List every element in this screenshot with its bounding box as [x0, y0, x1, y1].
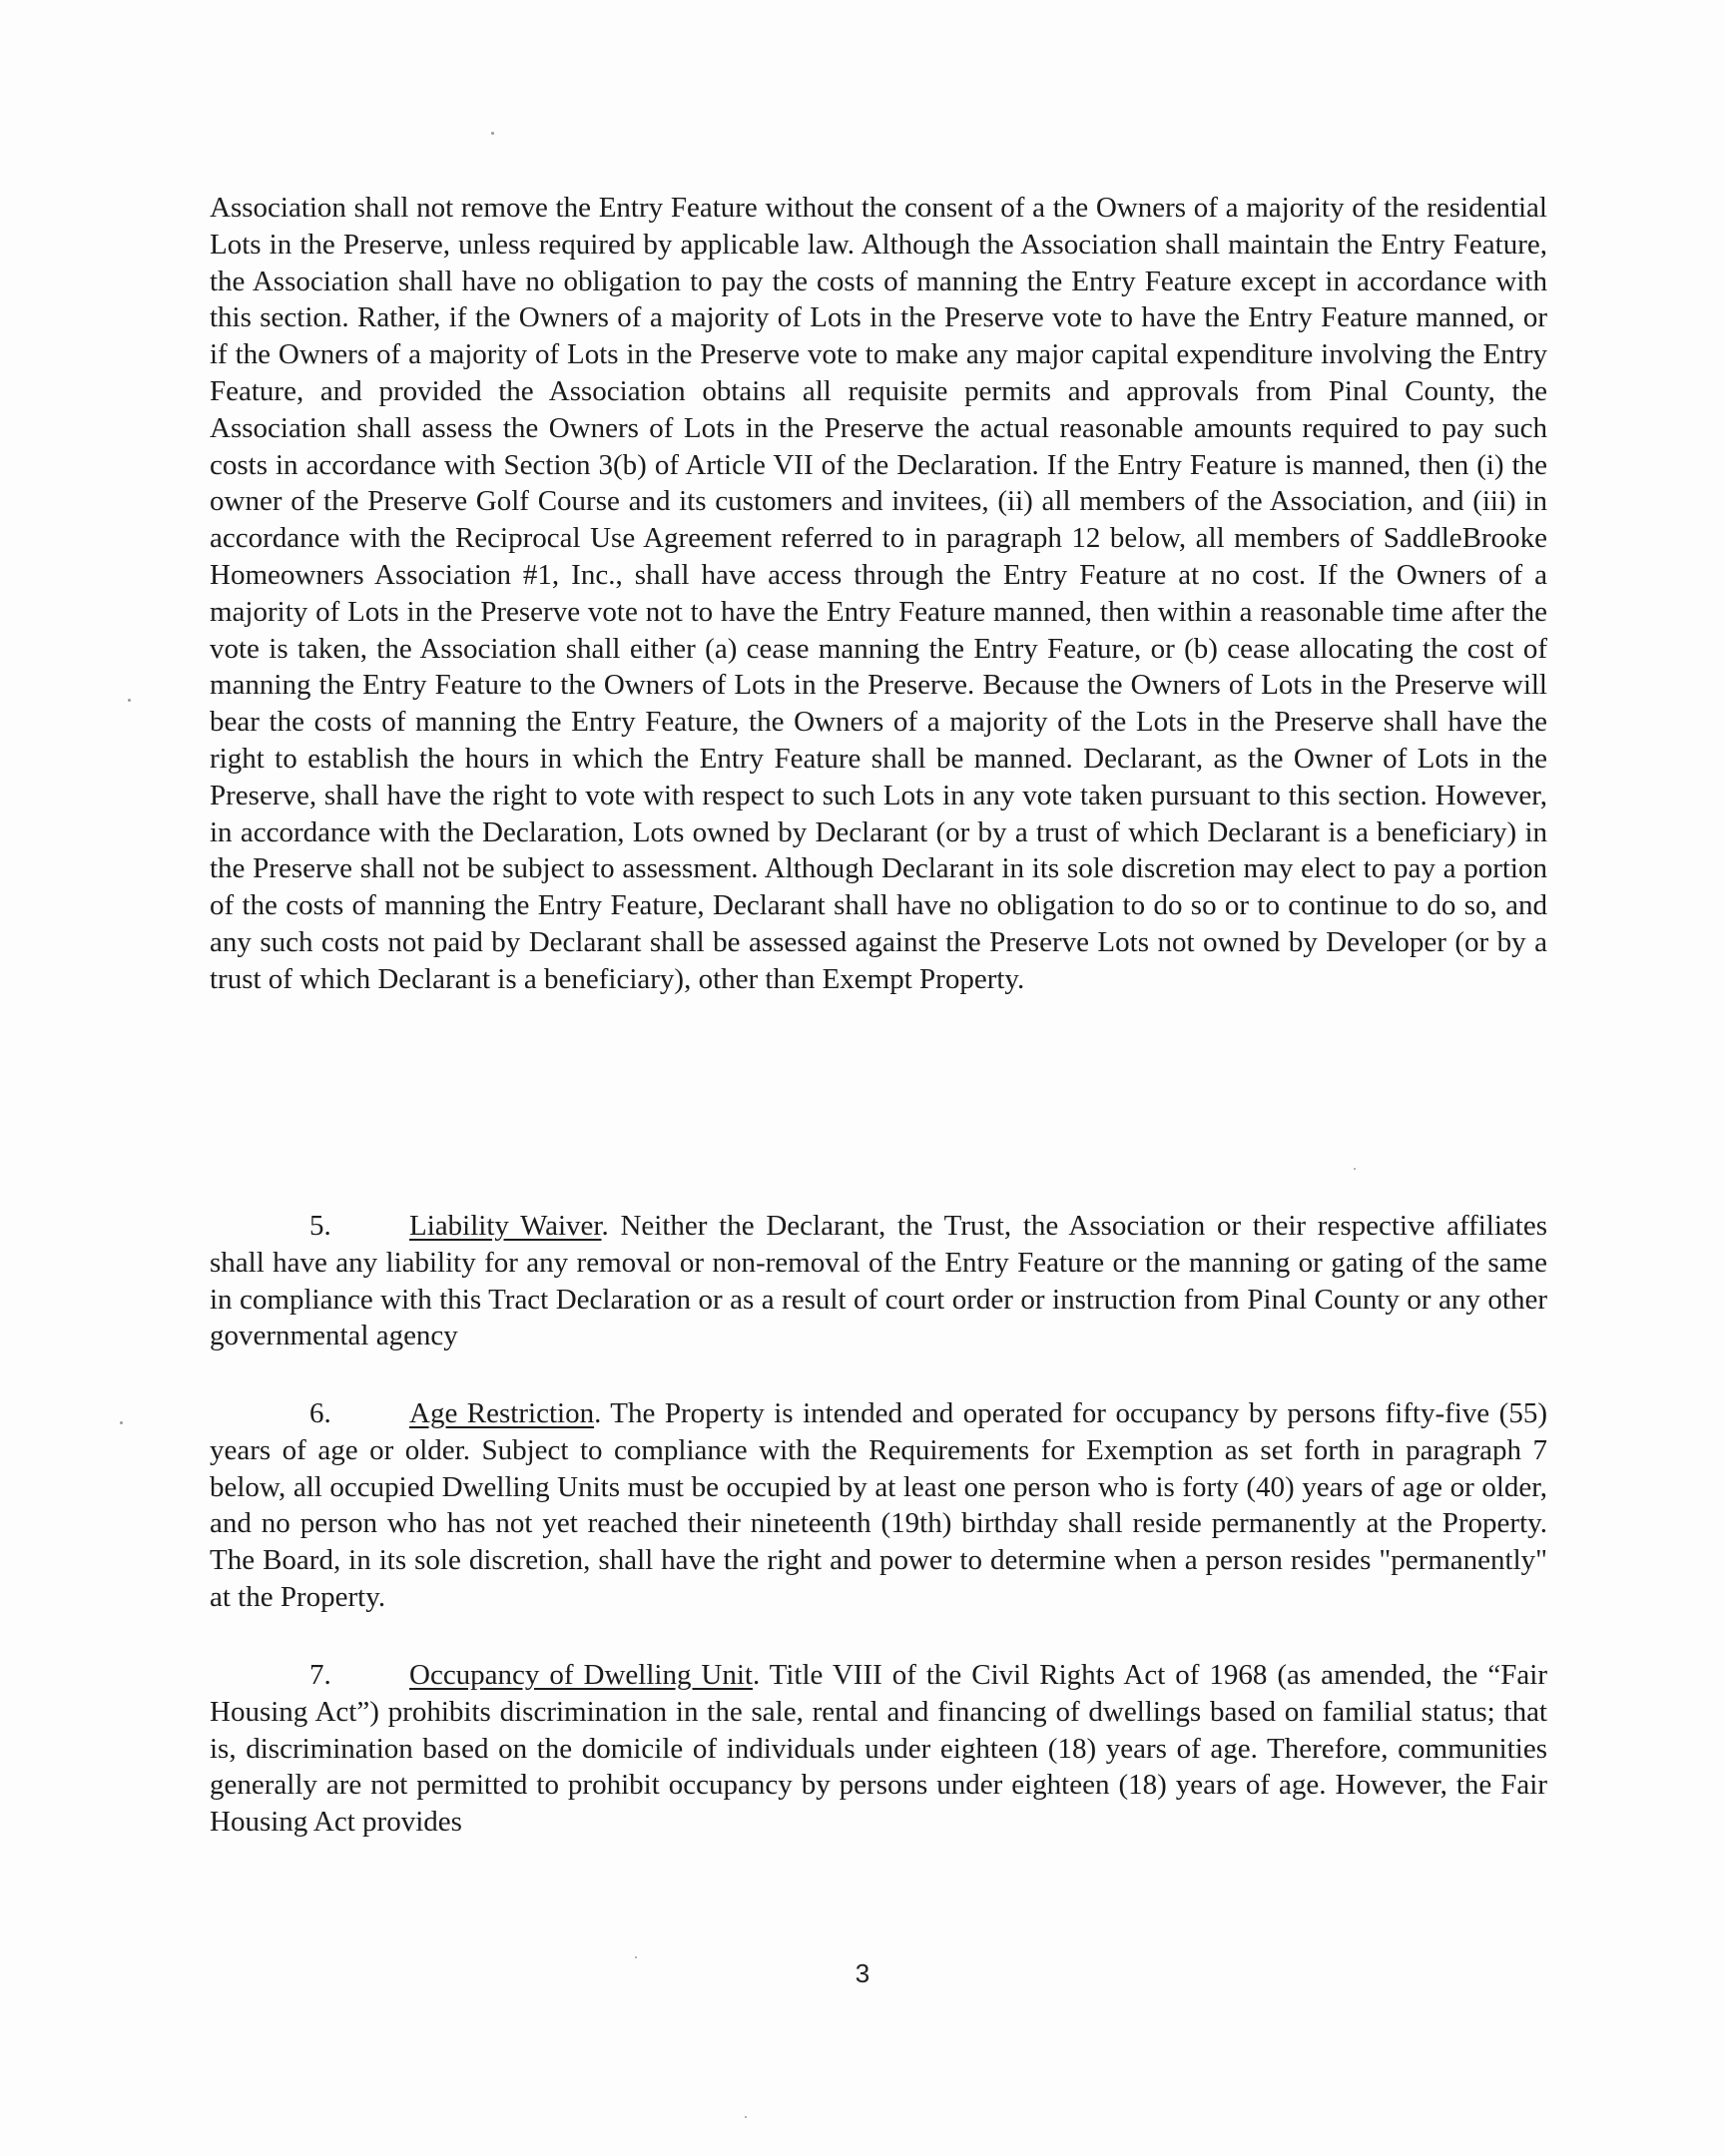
section-7-heading: Occupancy of Dwelling Unit [409, 1659, 753, 1691]
section-7-heading-punct: . [752, 1659, 761, 1691]
section-6-number: 6. [309, 1397, 331, 1429]
section-5-paragraph [210, 1208, 1547, 1354]
section-6-heading-punct: . [594, 1397, 602, 1429]
section-6-heading: Age Restriction [409, 1397, 595, 1429]
scan-speck [128, 699, 131, 702]
section-5-heading-punct: . [601, 1210, 609, 1242]
section-7-paragraph [210, 1657, 1547, 1841]
section-6-body: The Property is intended and operated for occupancy by persons fifty-five (55) years of age or older. Subject to compliance with the Requirements for Exemption as set forth in paragraph 7 below, all occupied Dwelling Units must be occupied by at least one person who is forty (40) years of age or older, and no person who has not yet reached their nineteenth (19th) birthday shall reside permanently at the Property. The Board, in its sole discretion, shall have the right and power to determine when a person resides "permanently" at the Property. [210, 1397, 1547, 1613]
continued-paragraph: Association shall not remove the Entry Feature without the consent of a the Owners of a majority of the residential Lots in the Preserve, unless required by applicable law. Although the Association shall maintain the Entry Feature, the Association shall have no obligation to pay the costs of manning the Entry Feature except in accordance with this section. Rather, if the Owners of a majority of Lots in the Preserve vote to have the Entry Feature manned, or if the Owners of a majority of Lots in the Preserve vote to make any major capital expenditure involving the Entry Feature, and provided the Association obtains all requisite permits and approvals from Pinal County, the Association shall assess the Owners of Lots in the Preserve the actual reasonable amounts required to pay such costs in accordance with Section 3(b) of Article VII of the Declaration. If the Entry Feature is manned, then (i) the owner of the Preserve Golf Course and its customers and invitees, (ii) all members of the Association, and (iii) in accordance with the Reciprocal Use Agreement referred to in paragraph 12 below, all members of SaddleBrooke Homeowners Association #1, Inc., shall have access through the Entry Feature at no cost. If the Owners of a majority of Lots in the Preserve vote not to have the Entry Feature manned, then within a reasonable time after the vote is taken, the Association shall either (a) cease manning the Entry Feature, or (b) cease allocating the cost of manning the Entry Feature to the Owners of Lots in the Preserve. Because the Owners of Lots in the Preserve will bear the costs of manning the Entry Feature, the Owners of a majority of the Lots in the Preserve shall have the right to establish the hours in which the Entry Feature shall be manned. Declarant, as the Owner of Lots in the Preserve, shall have the right to vote with respect to such Lots in any vote taken pursuant to this section. However, in accordance with the Declaration, Lots owned by Declarant (or by a trust of which Declarant is a beneficiary) in the Preserve shall not be subject to assessment. Although Declarant in its sole discretion may elect to pay a portion of the costs of manning the Entry Feature, Declarant shall have no obligation to do so or to continue to do so, and any such costs not paid by Declarant shall be assessed against the Preserve Lots not owned by Developer (or by a trust of which Declarant is a beneficiary), other than Exempt Property. [210, 192, 1547, 995]
section-5-body: Neither the Declarant, the Trust, the Association or their respective affiliates shall have any liability for any removal or non-removal of the Entry Feature or the manning or gating of the same in compliance with this Tract Declaration or as a result of court order or instruction from Pinal County or any other governmental agency [210, 1210, 1547, 1352]
section-5-number: 5. [309, 1210, 331, 1242]
scan-speck [1354, 1168, 1356, 1170]
section-6-paragraph [210, 1395, 1547, 1616]
scan-speck [635, 1956, 637, 1958]
section-7-number: 7. [309, 1659, 331, 1691]
section-5-heading: Liability Waiver [409, 1210, 602, 1242]
scan-speck [491, 132, 494, 135]
page-number: 3 [855, 1958, 870, 1988]
scan-speck [745, 2116, 747, 2118]
section-7-body: Title VIII of the Civil Rights Act of 1968 (as amended, the “Fair Housing Act”) prohibits discrimination in the sale, rental and financing of dwellings based on familial status; that is, discrimination based on the domicile of individuals under eighteen (18) years of age. Therefore, communities generally are not permitted to prohibit occupancy by persons under eighteen (18) years of age. However, the Fair Housing Act provides [210, 1659, 1547, 1839]
scan-speck [120, 1421, 123, 1424]
